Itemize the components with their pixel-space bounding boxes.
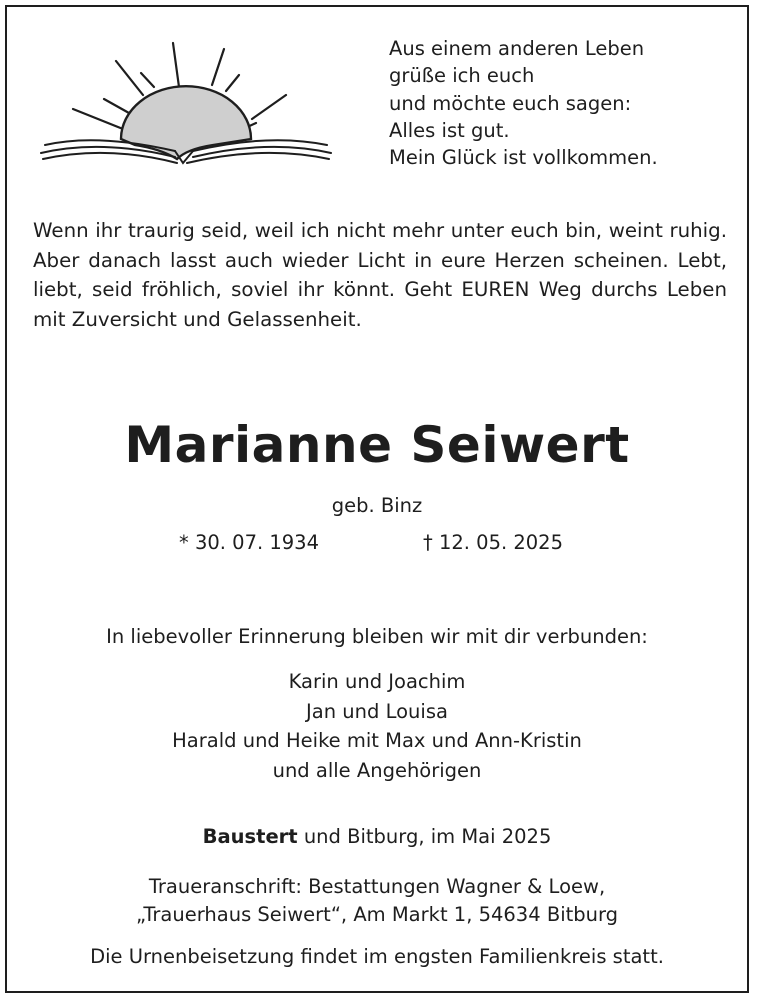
deceased-name: Marianne Seiwert — [124, 416, 630, 474]
poem-line: Alles ist gut. — [389, 118, 510, 142]
mourning-address — [7, 873, 747, 929]
poem-line: Mein Glück ist vollkommen. — [389, 146, 658, 170]
family-list — [7, 667, 747, 785]
family-member-line: Jan und Louisa — [306, 699, 448, 723]
address-line: „Trauerhaus Seiwert“, Am Markt 1, 54634 Bitburg — [135, 903, 619, 926]
obituary-notice — [5, 5, 749, 993]
address-line: Traueranschrift: Bestattungen Wagner & Loew, — [148, 875, 606, 898]
poem-line: und möchte euch sagen: — [389, 91, 632, 115]
rising-sun-over-book-icon — [37, 35, 333, 167]
family-member-line: Harald und Heike mit Max und Ann-Kristin — [172, 729, 582, 752]
place-date: und Bitburg, im Mai 2025 — [297, 825, 552, 848]
place-name: Baustert — [202, 825, 298, 848]
remembrance-line: In liebevoller Erinnerung bleiben wir mit dir verbunden: — [106, 625, 648, 648]
place-and-date — [7, 825, 747, 848]
poem-line: Aus einem anderen Leben — [389, 37, 645, 60]
burial-note: Die Urnenbeisetzung findet im engsten Familienkreis statt. — [90, 945, 664, 968]
maiden-name: geb. Binz — [331, 494, 423, 517]
death-date: † 12. 05. 2025 — [423, 531, 563, 554]
family-member-line: Karin und Joachim — [288, 670, 466, 693]
family-member-line: und alle Angehörigen — [272, 758, 482, 782]
birth-date: * 30. 07. 1934 — [179, 531, 319, 554]
poem-line: grüße ich euch — [389, 64, 535, 88]
poem — [389, 35, 658, 171]
consolation-text: Wenn ihr traurig seid, weil ich nicht mehr unter euch bin, weint ruhig. Aber danach lasst auch wieder Licht in eure Herzen scheinen. Lebt, liebt, seid fröhlich, soviel ihr könnt. Geht EUREN Weg durchs Leben mit Zuversicht und Gelassenheit. — [33, 219, 727, 331]
